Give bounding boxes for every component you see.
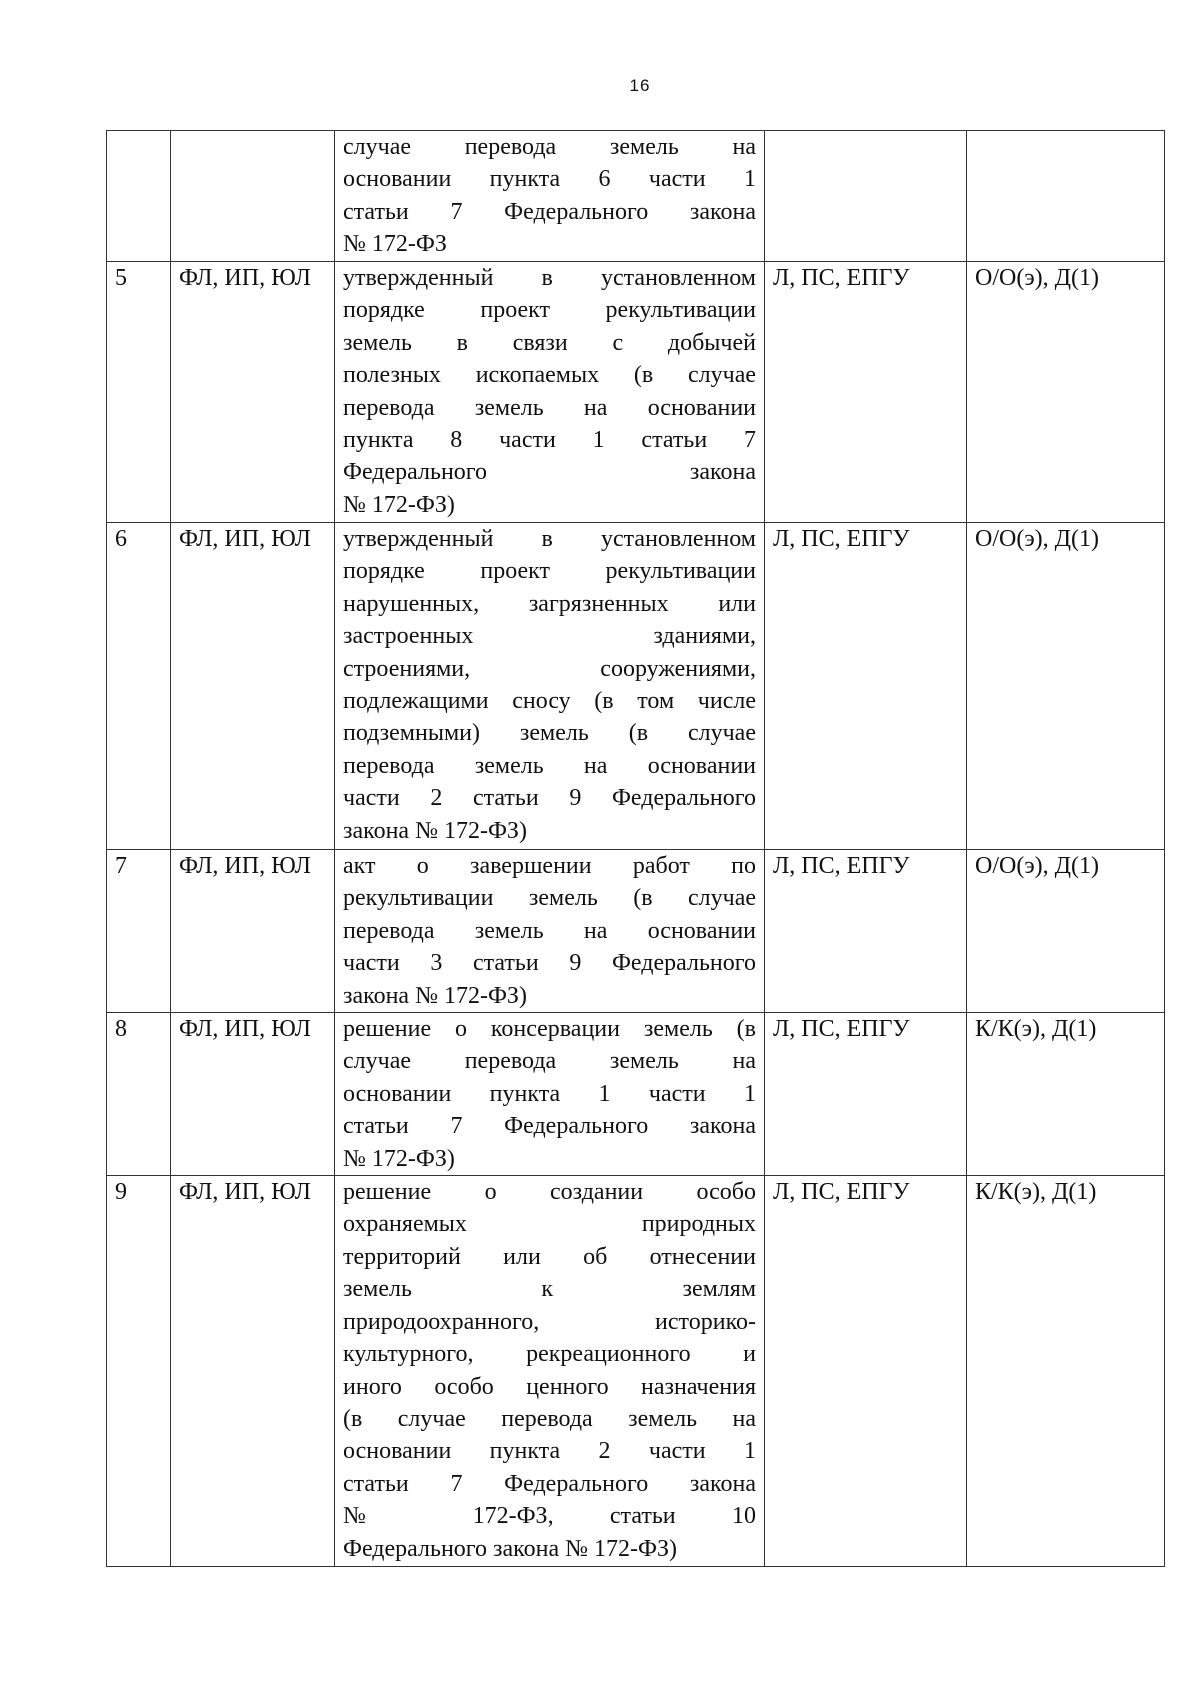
- description-line: № 172-ФЗ): [343, 1145, 455, 1172]
- description-line: закона № 172-ФЗ): [343, 817, 527, 844]
- submission-method-cell: Л, ПС, ЕПГУ: [765, 1176, 967, 1567]
- description-line: Федерального закона: [343, 459, 756, 486]
- description-line: статьи 7 Федерального закона: [343, 198, 756, 225]
- description-line: части 3 статьи 9 Федерального: [343, 950, 756, 977]
- applicant-cell: ФЛ, ИП, ЮЛ: [171, 850, 335, 1013]
- submission-method-cell: Л, ПС, ЕПГУ: [765, 523, 967, 850]
- description-line: строениями, сооружениями,: [343, 655, 756, 682]
- submission-method-cell: Л, ПС, ЕПГУ: [765, 262, 967, 523]
- document-description-cell: [335, 262, 765, 523]
- applicant-cell: ФЛ, ИП, ЮЛ: [171, 262, 335, 523]
- table-row: [107, 262, 1165, 523]
- document-form-cell: О/О(э), Д(1): [967, 850, 1165, 1013]
- row-number-cell: 9: [107, 1176, 171, 1567]
- description-line: № 172-ФЗ: [343, 231, 447, 258]
- row-number-cell: 7: [107, 850, 171, 1013]
- applicant-cell: ФЛ, ИП, ЮЛ: [171, 1013, 335, 1176]
- description-line: территорий или об отнесении: [343, 1243, 756, 1270]
- submission-method-cell: [765, 131, 967, 262]
- description-line: перевода земель на основании: [343, 917, 756, 944]
- description-line: (в случае перевода земель на: [343, 1405, 756, 1432]
- document-description-cell: [335, 1013, 765, 1176]
- row-number-cell: 8: [107, 1013, 171, 1176]
- table-row: [107, 1013, 1165, 1176]
- description-line: подземными) земель (в случае: [343, 720, 756, 747]
- description-line: случае перевода земель на: [343, 1048, 756, 1075]
- document-form-cell: О/О(э), Д(1): [967, 523, 1165, 850]
- description-line: закона № 172-ФЗ): [343, 982, 527, 1009]
- document-table: [106, 130, 1165, 1567]
- document-form-cell: К/К(э), Д(1): [967, 1013, 1165, 1176]
- description-line: основании пункта 6 части 1: [343, 166, 756, 193]
- document-form-cell: О/О(э), Д(1): [967, 262, 1165, 523]
- page-number: 16: [629, 76, 651, 95]
- description-line: культурного, рекреационного и: [343, 1341, 756, 1368]
- description-line: № 172-ФЗ): [343, 491, 455, 518]
- applicant-cell: ФЛ, ИП, ЮЛ: [171, 523, 335, 850]
- description-line: утвержденный в установленном: [343, 526, 756, 552]
- description-line: застроенных зданиями,: [343, 623, 756, 650]
- description-line: статьи 7 Федерального закона: [343, 1113, 756, 1140]
- description-line: случае перевода земель на: [343, 134, 756, 160]
- description-line: перевода земель на основании: [343, 752, 756, 779]
- description-line: статьи 7 Федерального закона: [343, 1470, 756, 1497]
- table-row: [107, 523, 1165, 850]
- description-line: акт о завершении работ по: [343, 853, 756, 879]
- document-description-cell: [335, 1176, 765, 1567]
- submission-method-cell: Л, ПС, ЕПГУ: [765, 850, 967, 1013]
- description-line: подлежащими сносу (в том числе: [343, 688, 756, 715]
- table-row: [107, 1176, 1165, 1567]
- submission-method-cell: Л, ПС, ЕПГУ: [765, 1013, 967, 1176]
- document-description-cell: [335, 523, 765, 850]
- description-line: № 172-ФЗ, статьи 10: [343, 1503, 756, 1530]
- description-line: земель к землям: [343, 1276, 756, 1303]
- applicant-cell: ФЛ, ИП, ЮЛ: [171, 1176, 335, 1567]
- description-line: охраняемых природных: [343, 1211, 756, 1238]
- description-line: природоохранного, историко-: [343, 1308, 756, 1335]
- description-line: нарушенных, загрязненных или: [343, 590, 756, 617]
- description-line: земель в связи с добычей: [343, 329, 756, 356]
- document-description-cell: [335, 850, 765, 1013]
- description-line: иного особо ценного назначения: [343, 1373, 756, 1400]
- description-line: рекультивации земель (в случае: [343, 885, 756, 912]
- description-line: решение о консервации земель (в: [343, 1016, 756, 1043]
- document-description-cell: [335, 131, 765, 262]
- document-form-cell: [967, 131, 1165, 262]
- table-row: [107, 850, 1165, 1013]
- description-line: решение о создании особо: [343, 1179, 756, 1206]
- description-line: пункта 8 части 1 статьи 7: [343, 427, 756, 454]
- row-number-cell: 6: [107, 523, 171, 850]
- description-line: порядке проект рекультивации: [343, 297, 756, 324]
- description-line: основании пункта 1 части 1: [343, 1080, 756, 1107]
- description-line: части 2 статьи 9 Федерального: [343, 785, 756, 812]
- description-line: полезных ископаемых (в случае: [343, 362, 756, 389]
- description-line: порядке проект рекультивации: [343, 558, 756, 585]
- table-row: [107, 131, 1165, 262]
- document-form-cell: К/К(э), Д(1): [967, 1176, 1165, 1567]
- row-number-cell: 5: [107, 262, 171, 523]
- description-line: Федерального закона № 172-ФЗ): [343, 1535, 677, 1562]
- description-line: перевода земель на основании: [343, 394, 756, 421]
- applicant-cell: [171, 131, 335, 262]
- row-number-cell: [107, 131, 171, 262]
- description-line: утвержденный в установленном: [343, 265, 756, 291]
- description-line: основании пункта 2 части 1: [343, 1438, 756, 1465]
